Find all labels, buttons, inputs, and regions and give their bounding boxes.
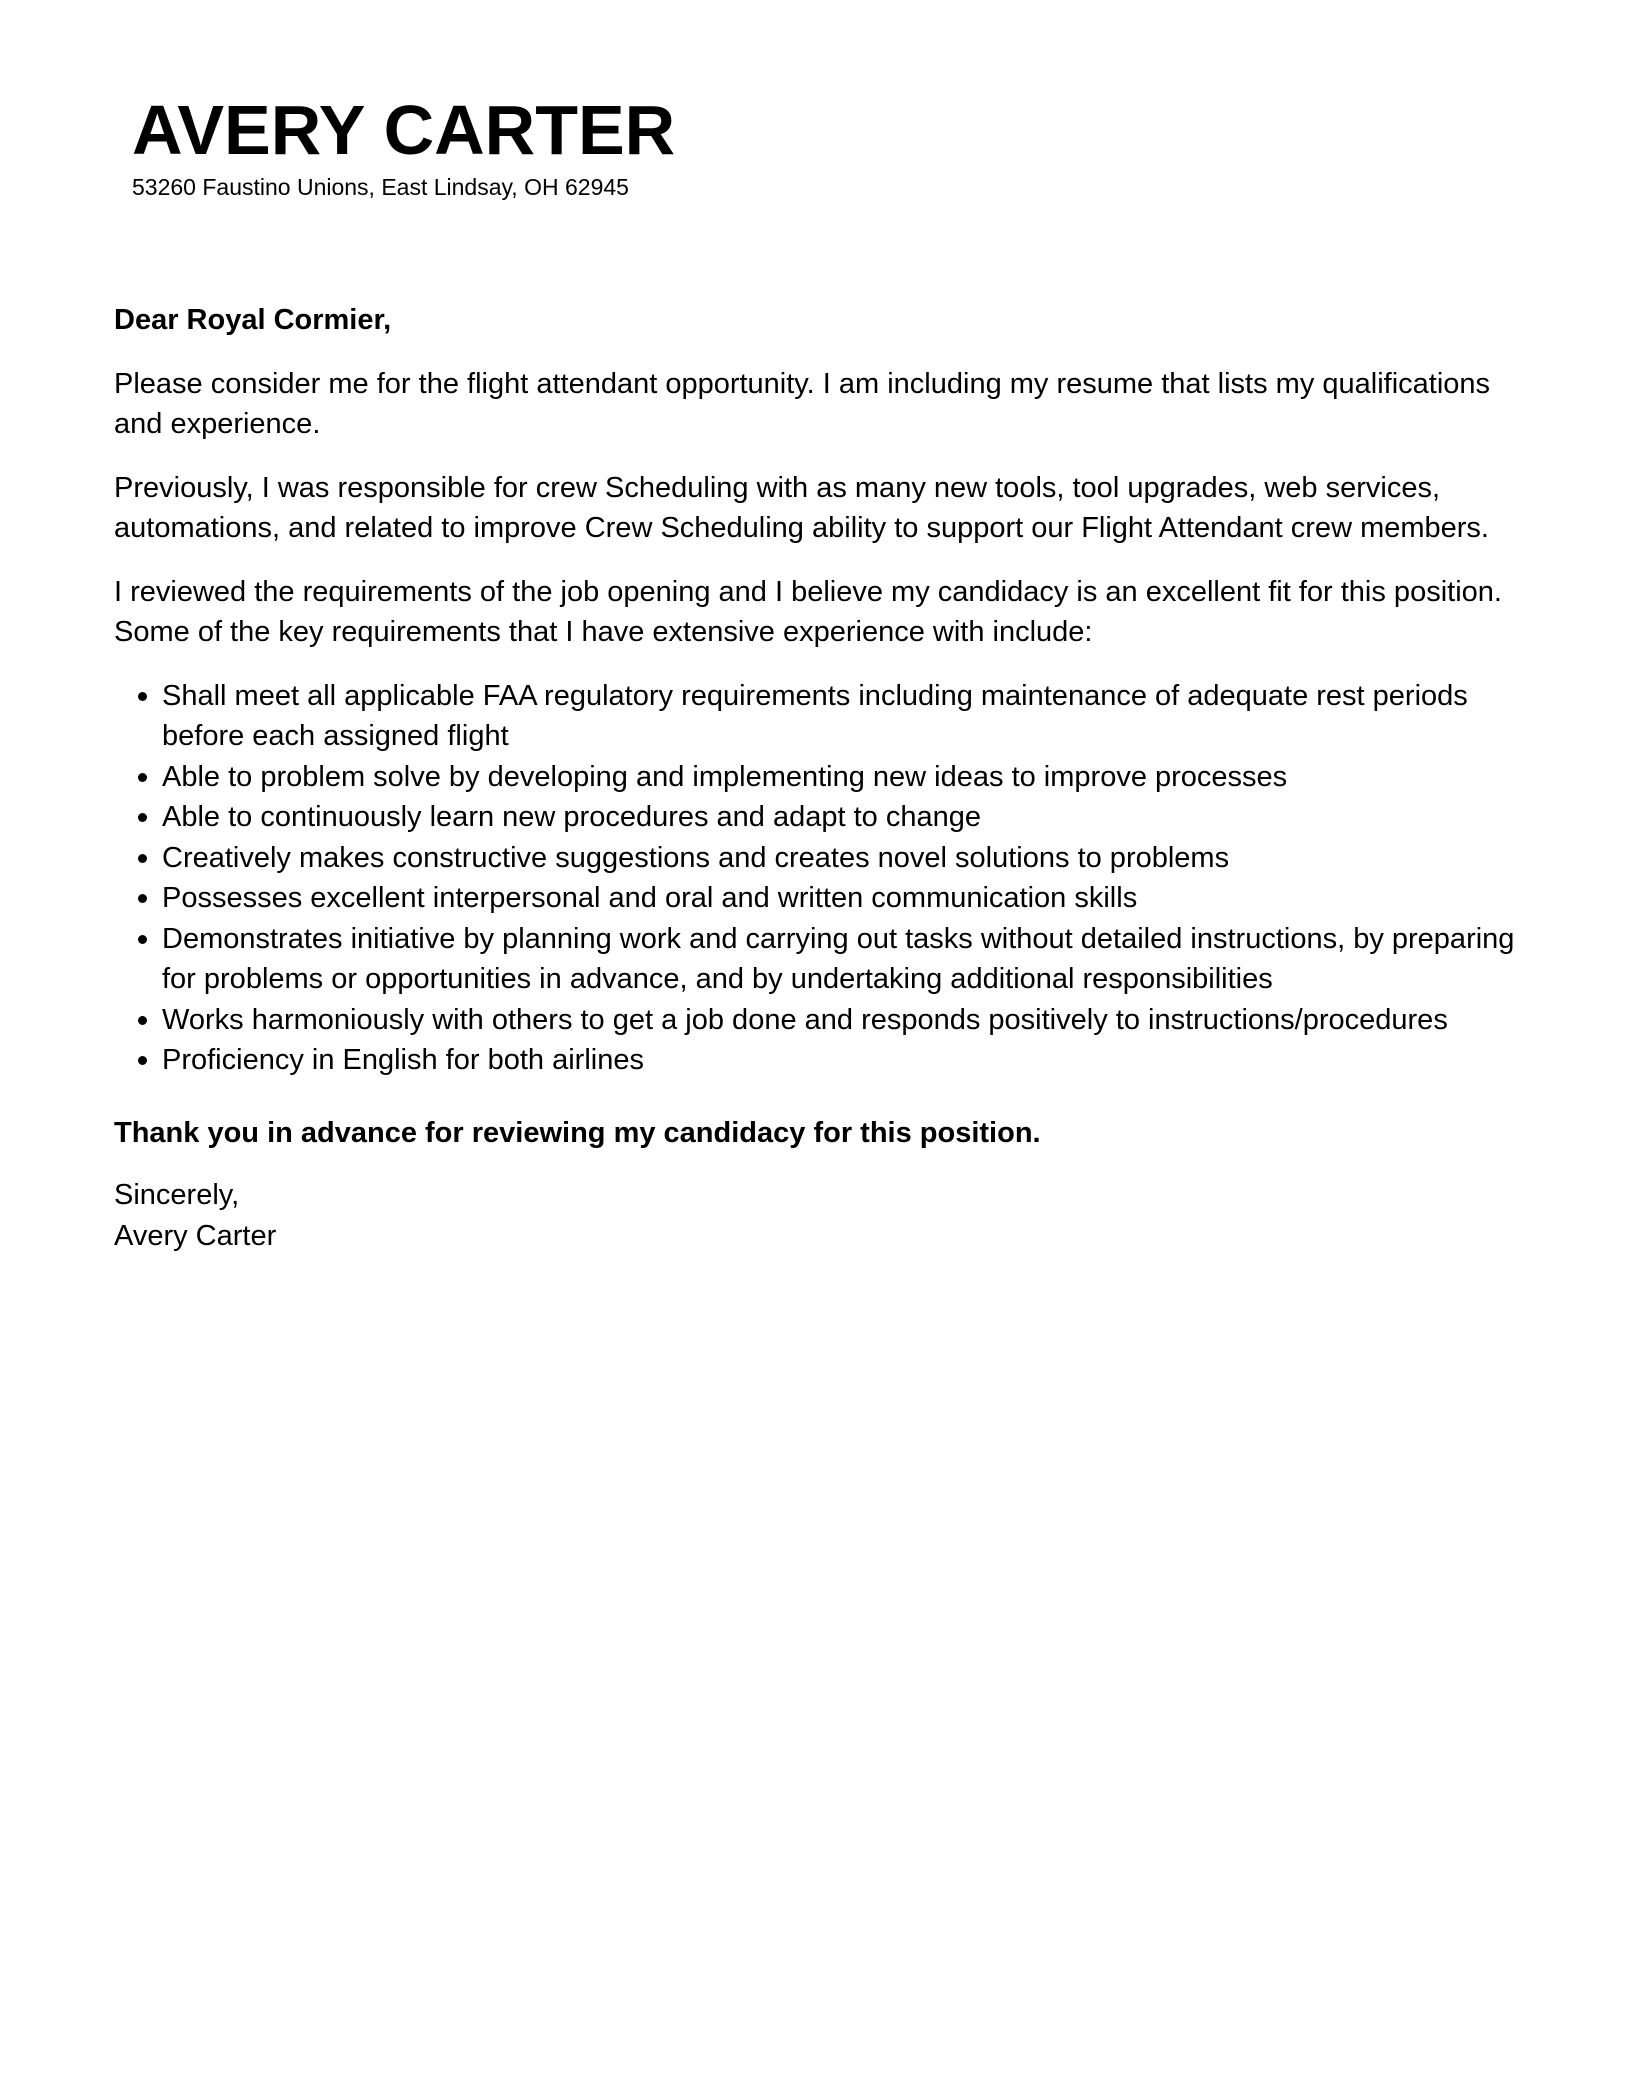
list-item-text: Possesses excellent interpersonal and oral and written communication skills (162, 882, 1138, 914)
list-item (114, 1000, 1534, 1041)
list-item-text: Creatively makes constructive suggestions and creates novel solutions to problems (162, 841, 1230, 874)
list-item (114, 676, 1534, 757)
bullet-icon (138, 1016, 147, 1025)
signoff: Sincerely, (114, 1179, 240, 1211)
bullet-icon (138, 935, 147, 944)
list-item (114, 757, 1534, 798)
bullet-icon (138, 813, 147, 822)
applicant-name: AVERY CARTER (132, 91, 676, 169)
experience-paragraph: Previously, I was responsible for crew Scheduling with as many new tools, tool upgrades, web services, automations, and related to improve Crew Scheduling ability to support our Flight Attendant crew members. (114, 471, 1489, 544)
signature: Avery Carter (114, 1219, 277, 1252)
list-item (114, 797, 1534, 838)
list-item-text: Works harmoniously with others to get a job done and responds positively to instructions/procedures (162, 1003, 1448, 1036)
bullet-icon (138, 854, 147, 863)
bullet-icon (138, 773, 147, 782)
applicant-address: 53260 Faustino Unions, East Lindsay, OH 62945 (132, 174, 629, 200)
list-item-text: Demonstrates initiative by planning work and carrying out tasks without detailed instructions, by preparing for problems or opportunities in advance, and by undertaking additional responsibilities (162, 922, 1515, 995)
intro-paragraph: Please consider me for the flight attendant opportunity. I am including my resume that lists my qualifications and experience. (114, 367, 1491, 440)
list-item (114, 919, 1534, 1000)
list-item (114, 838, 1534, 879)
list-item-text: Proficiency in English for both airlines (162, 1044, 644, 1076)
requirements-intro-paragraph: I reviewed the requirements of the job opening and I believe my candidacy is an excellent fit for this position. Some of the key requirements that I have extensive experience with include: (114, 575, 1502, 648)
letter-body (114, 300, 1534, 1256)
list-item-text: Shall meet all applicable FAA regulatory requirements including maintenance of adequate rest periods before each assigned flight (162, 679, 1468, 752)
letter-header (132, 88, 675, 202)
closing-statement: Thank you in advance for reviewing my candidacy for this position. (114, 1116, 1041, 1149)
bullet-icon (138, 692, 147, 701)
list-item (114, 1040, 1534, 1081)
bullet-icon (138, 894, 147, 903)
list-item-text: Able to continuously learn new procedures and adapt to change (162, 801, 982, 833)
salutation: Dear Royal Cormier, (114, 304, 392, 336)
list-item (114, 878, 1534, 919)
list-item-text: Able to problem solve by developing and implementing new ideas to improve processes (162, 760, 1288, 793)
bullet-icon (138, 1056, 147, 1065)
requirements-list (114, 676, 1534, 1081)
